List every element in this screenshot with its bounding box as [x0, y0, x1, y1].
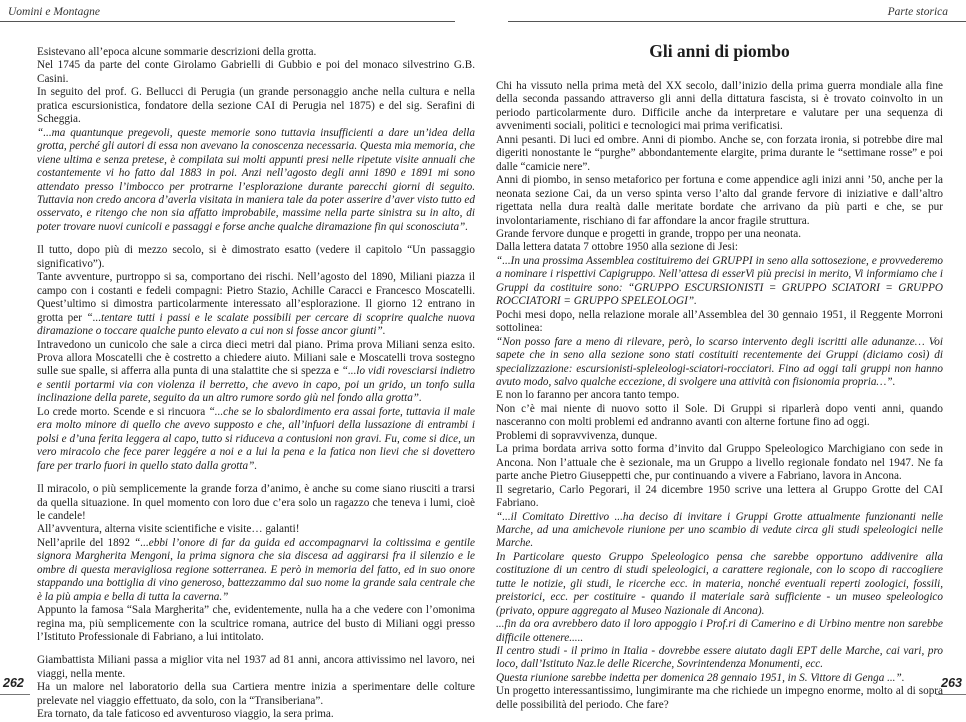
text-run: Nell’aprile del 1892 [37, 536, 135, 549]
quoted-text: “...il Comitato Direttivo ...ha deciso di invitare i Gruppi Grotte attualmente funzionanti nelle Marche, ad una amichevole riunione per uno scambio di vedute circa gli studi speleologici nelle Marche. [496, 510, 943, 550]
text-run: Anni di piombo, in senso metaforico per fortuna e come appendice agli inizi anni ’50, anche per la neonata sezione Cai, da un verso spinta verso l’alto dal grande fervore di iniziative e dall’altro rigettata nella dura realtà dalle meritate bordate che arrivano da più parti e che, se pur involontariamente, rischiano di far affondare la ancor fragile struttura. [496, 174, 943, 227]
text-run: Non c’è mai niente di nuovo sotto il Sole. Di Gruppi si riparlerà dopo venti anni, quando nasceranno con molti problemi ed andranno avanti con alterne fortune fino ad oggi. [496, 402, 943, 429]
paragraph [37, 406, 475, 473]
text-run: Dalla lettera datata 7 ottobre 1950 alla sezione di Jesi: [496, 241, 738, 254]
paragraph [37, 708, 475, 721]
paragraph [37, 59, 475, 86]
body-text [496, 80, 943, 712]
text-run: Nel 1745 da parte del conte Girolamo Gabrielli di Gubbio e poi del monaco silvestrino G.B. Casini. [37, 59, 475, 85]
text-run: All’avventura, alterna visite scientifiche e visite… galanti! [37, 523, 300, 536]
quoted-text: ...fin da ora avrebbero dato il loro appoggio i Prof.ri di Camerino e di Urbino mentre non sarebbe difficile ottenere..... [496, 618, 943, 644]
quoted-text: Il centro studi - il primo in Italia - dovrebbe essere aiutato dagli EPT delle Marche, cai vari, pro loco, dall’Istituto Naz.le delle Ricerche, Sovrintendenza Monumenti, ecc. [496, 645, 943, 671]
chapter-title: Gli anni di piombo [649, 41, 790, 61]
paragraph [496, 255, 943, 309]
paragraph [37, 244, 475, 271]
paragraph [37, 271, 475, 338]
text-run: Era tornato, da tale faticoso ed avventuroso viaggio, la sera prima. [37, 708, 334, 721]
paragraph [37, 86, 475, 126]
page-number: 263 [941, 676, 962, 690]
text-run: Un progetto interessantissimo, lungimirante ma che richiede un impegno enorme, molto al di sopra delle possibilità del periodo. Che fare? [496, 685, 943, 711]
quoted-text: In Particolare questo Gruppo Speleologico pensa che sarebbe opportuno addivenire alla costituzione di un centro di studi speleologici, a carattere regionale, con lo scopo di raccogliere tutte le notizie, gli studi, le ricerche ecc. in materia, nonché eventuali reperti zoologici, fossili, preistorici, ecc. per costituire - quando il materiale sarà sufficiente - un museo speleologico (privato, oppure aggregato al Museo Nazionale di Ancona). [496, 550, 943, 617]
text-run: Tante avventure, purtroppo si sa, comportano dei rischi. Nell’agosto del 1890, Miliani piazza il campo con i costanti e fedeli compagni: Pietro Stazio, Achille Caracci e Francesco Moscatelli. Quest’ultimo si dimostra particolarmente interessato all’esplorazione. Il giorno 12 entrano in grotta per [37, 271, 475, 324]
paragraph [37, 604, 475, 644]
text-run: Giambattista Miliani passa a miglior vita nel 1937 ad 81 anni, ancora attivissimo nel lavoro, nei viaggi, nella mente. [37, 654, 475, 680]
left-page [0, 0, 483, 721]
paragraph [496, 309, 943, 336]
paragraph [496, 511, 943, 551]
paragraph [37, 654, 475, 681]
text-run: Intravedono un cunicolo che sale a circa dieci metri dal piano. Prima prova Miliani senza esito. Prova allora Moscatelli che è costretto a chiedere aiuto. Miliani sale e Moscatelli trova sostegno sulle sue spalle, si afferra alla punta di una stalattite che si spezza e [37, 338, 475, 378]
text-run: Problemi di sopravvivenza, dunque. [496, 429, 658, 442]
text-run: In seguito del prof. G. Bellucci di Perugia (un grande personaggio anche nella cultura e nella pratica escursionistica, fondatore della sezione CAI di Perugia nel 1875) e del sig. Serafini di Scheggia. [37, 86, 475, 126]
paragraph [496, 484, 943, 511]
paragraph [496, 443, 943, 483]
paragraph [496, 618, 943, 645]
paragraph [37, 523, 475, 536]
text-run: Esistevano all’epoca alcune sommarie descrizioni della grotta. [37, 46, 317, 58]
paragraph [496, 134, 943, 174]
text-run: Ha un malore nel laboratorio della sua Cartiera mentre inizia a sperimentare delle colture prelevate nel viaggio effettuato, da solo, con la “Transiberiana”. [37, 681, 475, 707]
paragraph [496, 551, 943, 618]
quoted-text: “...lo vidi rovesciarsi indietro e sentii portarmi via con violenza il berretto, che avevo in capo, poi un grido, un tonfo sulla inclinazione della parete, seguito da un altro rumore sordo giù nel fondo alla grotta”. [37, 365, 476, 405]
quoted-text: Questa riunione sarebbe indetta per domenica 28 gennaio 1951, in S. Vittore di Genga ...”. [496, 671, 905, 684]
text-run: Grande fervore dunque e progetti in grande, troppo per una neonata. [496, 227, 802, 240]
paragraph [37, 339, 475, 406]
text-run: Lo crede morto. Scende e si rincuora [37, 405, 209, 418]
text-run: Pochi mesi dopo, nella relazione morale all’Assemblea del 30 gennaio 1951, il Reggente Morroni sottolinea: [496, 308, 943, 335]
paragraph [37, 127, 475, 235]
paragraph [496, 430, 943, 443]
paragraph [496, 645, 943, 672]
paragraph [37, 483, 475, 523]
paragraph [496, 80, 943, 134]
quoted-text: “...ma quantunque pregevoli, queste memorie sono tuttavia insufficienti a dare un’idea della grotta, perché gli autori di essa non avevano la conoscenza necessaria. Questa mia memoria, che viene ultima e senza pretese, è compilata sui molti appunti presi nelle ripetute visite annuali che costantemente vi ho fatto dal 1883 in poi. Anzi nell’agosto degli anni 1890 e 1891 mi sono attendato presso l’imbocco per protrarne l’esplorazione durante parecchi giorni di seguito. Tuttavia non credo ancora d’averla visitata in maniera tale da poter asserire d’aver visto tutto ed osservato, e ritengo che non sia affatto improbabile, massime nella parte sinistra su in alto, di poter trovare nuovi cunicoli e passaggi e forse anche qualche diramazione fin qui sconosciuta”. [37, 126, 475, 233]
page-number: 262 [3, 676, 24, 690]
running-head: Parte storica [887, 6, 948, 18]
quoted-text: “...ebbi l’onore di far da guida ed accompagnarvi la coltissima e gentile signora Margherita Mengoni, la prima signora che sia discesa ad aggirarsi fra il silenzio e le ombre di questa meravigliosa regione sotterranea. E però in memoria del fatto, ed in suo onore stappando una bottiglia di vino generoso, battezzammo dal suo nome la grande sala centrale che è la più ampia e bella di tutta la caverna.” [37, 536, 475, 603]
paragraph [496, 241, 943, 254]
quoted-text: “Non posso fare a meno di rilevare, però, lo scarso intervento degli iscritti alle adunanze… Voi sapete che in seno alla sezione sono stati costituiti recentemente dei Gruppi (diciamo così) di specializzazione: escursionisti-spleleologi-sciatori-rocciatori. Fino ad oggi tali gruppi non hanno avuto modo, salvo qualche eccezione, di svolgere una attività con fisionomia propria…”. [496, 335, 943, 388]
text-run: Il tutto, dopo più di mezzo secolo, si è dimostrato esatto (vedere il capitolo “Un passaggio significativo”). [37, 244, 475, 270]
header-rule [508, 21, 966, 22]
running-head: Uomini e Montagne [8, 6, 100, 18]
paragraph [496, 389, 943, 402]
page-number-rule [0, 694, 30, 695]
body-text [37, 46, 475, 722]
text-run: Anni pesanti. Di luci ed ombre. Anni di piombo. Anche se, con forzata ironia, si potrebbe dire mal digeriti nonostante le “purghe” abbondantemente elargite, prima durante le “settimane rosse” e poi dalle “camicie nere”. [496, 133, 943, 173]
paragraph [37, 537, 475, 604]
text-run: Il segretario, Carlo Pegorari, il 24 dicembre 1950 scrive una lettera al Gruppo Grotte del CAI Fabriano. [496, 483, 943, 510]
text-run: Appunto la famosa “Sala Margherita” che, evidentemente, nulla ha a che vedere con l’omonima regina ma, più semplicemente con la scultrice romana, autrice del busto di Miliani oggi presso l’Istituto Professionale di Fabriano, a lui intitolato. [37, 604, 475, 644]
paragraph [496, 403, 943, 430]
right-page [483, 0, 966, 711]
paragraph [496, 336, 943, 390]
paragraph [496, 672, 943, 685]
paragraph [496, 174, 943, 228]
quoted-text: “...che se lo sbalordimento era assai forte, tuttavia il male era molto minore di quello che avevo supposto e che, all’infuori della lussazione di entrambi i polsi e d’una ferita leggera al capo, tutto si riduceva a contusioni non gravi. Fu, come si dice, un vero miracolo che fece parer leggére a noi e a lui la pena e la fatica non lievi che si dovettero fare per trarlo fuori in quello stato dalla grotta”. [37, 405, 475, 472]
paragraph [37, 681, 475, 708]
quoted-text: “...In una prossima Assemblea costituiremo dei GRUPPI in seno alla sottosezione, e provvederemo a nominare i rispettivi Capigruppo. Nell’attesa di esserVi più precisi in merito, Vi informiamo che i Gruppi da costituire sono: “GRUPPO ESCURSIONISTI = GRUPPO SCIATORI = GRUPPO ROCCIATORI = GRUPPO SPELEOLOGI”. [496, 254, 943, 308]
text-run: La prima bordata arriva sotto forma d’invito dal Gruppo Speleologico Marchigiano con sede in Ancona. Non l’attuale che è sezionale, ma un Gruppo a livello regionale fondato nel 1947. Ne fa parte anche Pietro Giuseppetti che, pur continuando a vivere a Fabriano, lavora in Ancona. [496, 443, 943, 483]
paragraph [37, 46, 475, 59]
paragraph [496, 228, 943, 241]
header-rule [0, 21, 455, 22]
text-run: E non lo faranno per ancora tanto tempo. [496, 389, 680, 402]
text-run: Chi ha vissuto nella prima metà del XX secolo, dall’inizio della prima guerra mondiale alla fine della seconda passando attraverso gli anni della dittatura fascista, si è trovato coinvolto in un periodo particolarmente duro. Difficile anche da interpretare e valutare per una sequenza di avvenimenti sociali, politici e tecnologici mai prima verificatisi. [496, 80, 943, 133]
page-number-rule [936, 694, 966, 695]
text-run: Il miracolo, o più semplicemente la grande forza d’animo, è anche su come siano riusciti a trarsi da quella situazione. In quel momento con loro due c’era solo un ragazzo che teneva i lumi, cioè le candele! [37, 483, 475, 522]
quoted-text: “...tentare tutti i passi e le scalate possibili per cercare di scoprire qualche nuova diramazione o toccare qualche punto elevato a cui non si fosse ancor giunti”. [37, 311, 475, 338]
